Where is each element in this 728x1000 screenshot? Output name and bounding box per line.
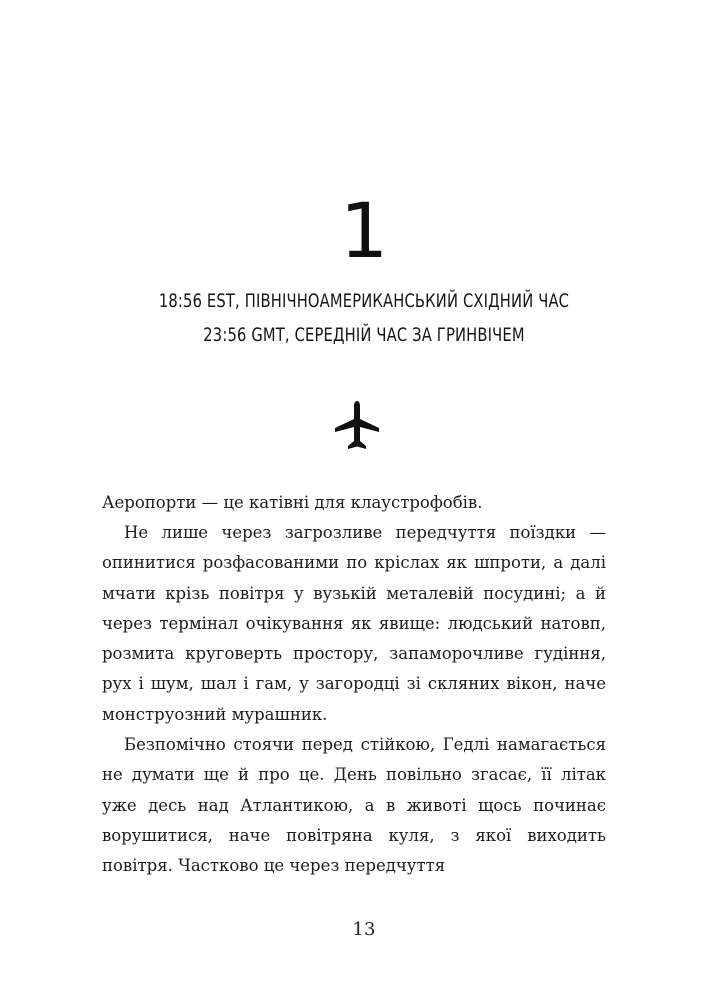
chapter-number: 1 — [339, 186, 389, 275]
airplane-icon — [333, 400, 381, 452]
paragraph-2: Не лише через загрозливе передчуття поїздки — опинитися розфасованими по кріслах як шпроти, а далі мчати крізь повітря у вузькій металевій посудині; а й через термінал очікування як явище: людський натовп, розмита круговерть простору, запаморочливе гудіння, рух і шум, шал і гам, у загородці зі скляних вікон, наче монструозний мурашник. — [102, 523, 606, 724]
paragraph-3: Безпомічно стоячи перед стійкою, Гедлі намагається не думати ще й про це. День повільно згасає, її літак уже десь над Атлантикою, а в животі щось починає ворушитися, наче повітряна куля, з якої виходить повітря. Частково це через передчуття — [102, 735, 606, 876]
chapter-time-est: 18:56 EST, ПІВНІЧНОАМЕРИКАНСЬКИЙ СХІДНИЙ ЧАС — [158, 290, 570, 312]
page-number: 13 — [352, 919, 376, 940]
chapter-time-gmt: 23:56 GMT, СЕРЕДНІЙ ЧАС ЗА ГРИНВІЧЕМ — [203, 324, 525, 346]
paragraph-1: Аеропорти — це катівні для клаустрофобів. — [102, 493, 483, 512]
